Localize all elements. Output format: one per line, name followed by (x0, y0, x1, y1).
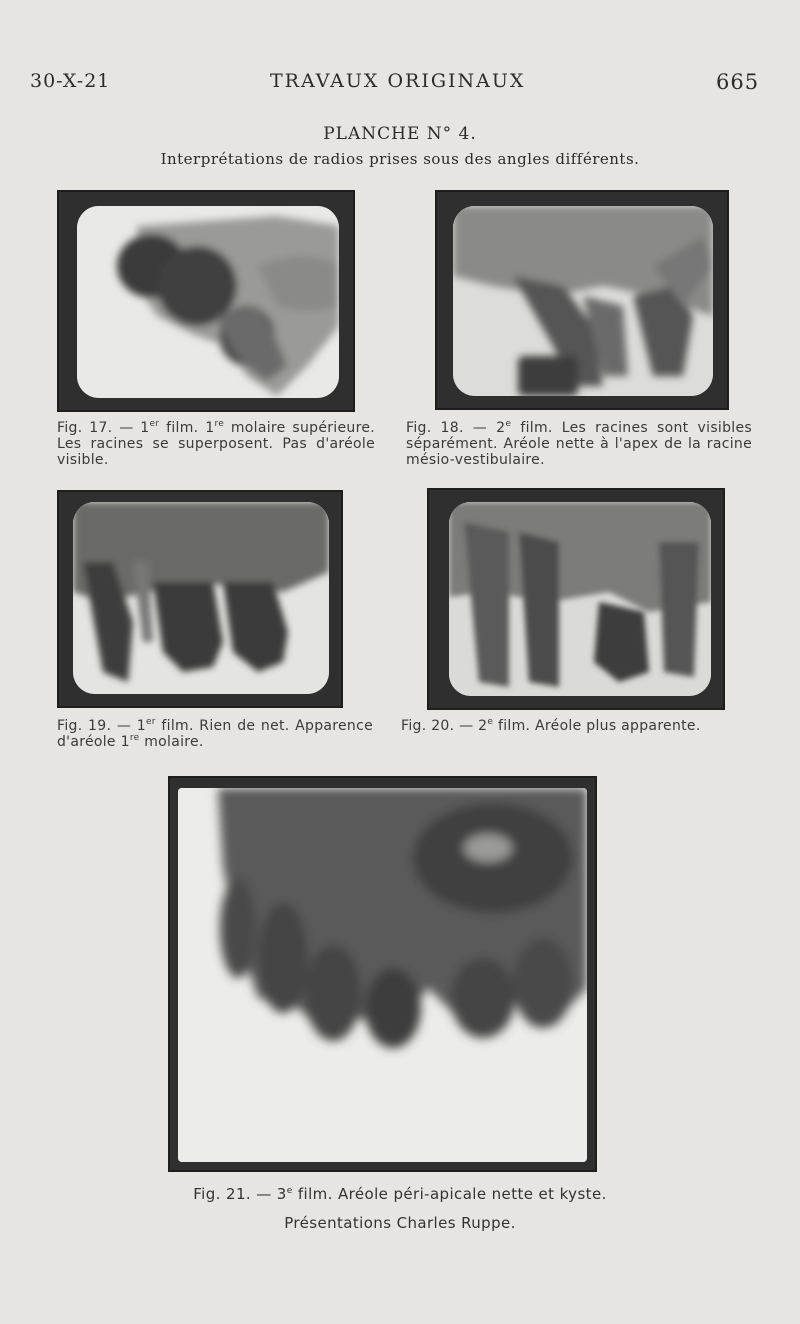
radiograph-frame-fig21 (168, 776, 597, 1172)
radiograph-fig17 (77, 206, 339, 398)
radiograph-fig19 (73, 502, 329, 694)
page-number: 665 (716, 70, 760, 94)
caption-text: film. Aréole plus apparente. (493, 718, 701, 734)
caption-text: film. Les racines sont visibles séparément. Aréole nette à l'apex de la racine mésio-vestibulaire. (406, 420, 753, 468)
caption-fig21 (0, 1185, 800, 1203)
caption-fig19 (57, 718, 373, 750)
plate-subtitle: Interprétations de radios prises sous des angles différents. (160, 150, 640, 168)
caption-superscript: e (505, 419, 512, 429)
caption-text: Fig. 17. — 1 (57, 420, 150, 436)
caption-text: Fig. 18. — 2 (406, 420, 506, 436)
running-header-title: TRAVAUX ORIGINAUX (270, 70, 526, 92)
caption-superscript: e (286, 1186, 293, 1196)
caption-superscript: e (487, 717, 494, 727)
caption-text: Fig. 19. — 1 (57, 718, 146, 734)
plate-title: PLANCHE N° 4. (323, 124, 477, 144)
credit-line: Présentations Charles Ruppe. (284, 1214, 516, 1232)
radiograph-frame-fig17 (57, 190, 355, 412)
caption-text: film. Aréole péri-apicale nette et kyste. (292, 1185, 607, 1203)
caption-text: film. Rien de net. Apparence d'aréole 1 (57, 718, 374, 750)
caption-text: film. 1 (159, 420, 215, 436)
radiograph-frame-fig18 (435, 190, 729, 410)
radiograph-frame-fig19 (57, 490, 343, 708)
caption-superscript: er (149, 419, 160, 429)
caption-text: Fig. 20. — 2 (401, 718, 488, 734)
caption-fig18 (406, 420, 752, 468)
radiograph-fig21 (178, 788, 587, 1162)
caption-superscript: re (129, 733, 140, 743)
caption-text: molaire. (139, 734, 204, 750)
caption-text: molaire supérieure. Les racines se superposent. Pas d'aréole visible. (57, 420, 375, 468)
caption-fig17 (57, 420, 375, 468)
running-header-date: 30-X-21 (30, 70, 111, 92)
caption-fig20 (401, 718, 753, 734)
radiograph-fig18 (453, 206, 713, 396)
caption-superscript: re (214, 419, 225, 429)
radiograph-frame-fig20 (427, 488, 725, 710)
caption-text: Fig. 21. — 3 (193, 1185, 287, 1203)
radiograph-fig20 (449, 502, 711, 696)
caption-superscript: er (145, 717, 156, 727)
